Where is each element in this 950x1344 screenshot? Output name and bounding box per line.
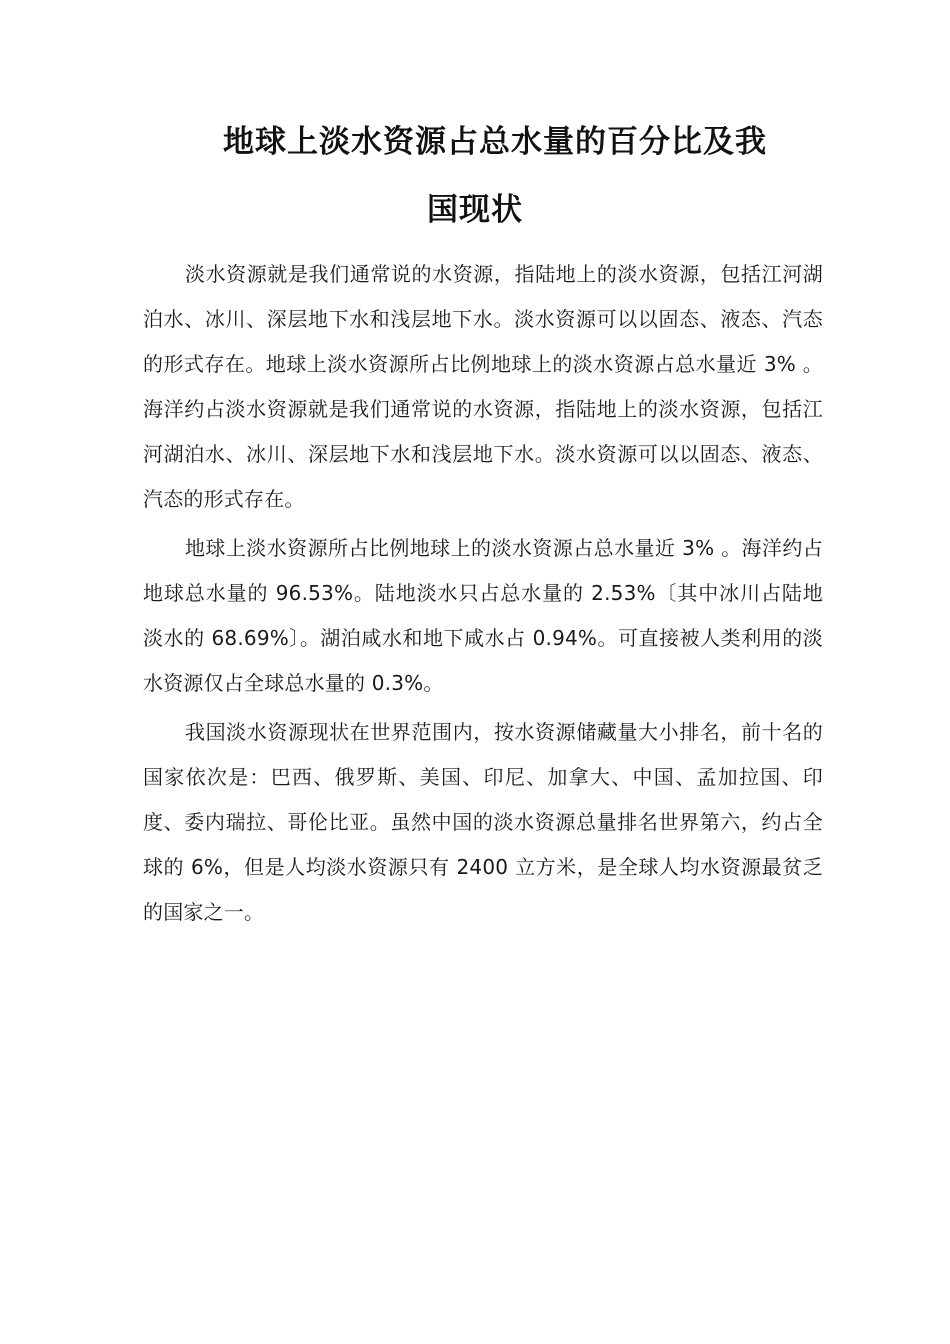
document-body <box>143 252 823 939</box>
document-title-line-2: 国现状 <box>427 192 523 228</box>
paragraph-china-status: 我国淡水资源现状在世界范围内，按水资源储藏量大小排名，前十名的国家依次是：巴西、俄罗斯、美国、印尼、加拿大、中国、孟加拉国、印度、委内瑞拉、哥伦比亚。虽然中国的淡水资源总量排名世界第六，约占全球的 6%，但是人均淡水资源只有 2400 立方米，是全球人均水资源最贫乏的国家之一。 <box>143 720 823 924</box>
paragraph-freshwater-definition: 淡水资源就是我们通常说的水资源，指陆地上的淡水资源，包括江河湖泊水、冰川、深层地下水和浅层地下水。淡水资源可以以固态、液态、汽态的形式存在。地球上淡水资源所占比例地球上的淡水资源占总水量近 3% 。海洋约占淡水资源就是我们通常说的水资源，指陆地上的淡水资源，包括江河湖泊水、冰川、深层地下水和浅层地下水。淡水资源可以以固态、液态、汽态的形式存在。 <box>143 262 823 511</box>
document-title-line-1: 地球上淡水资源占总水量的百分比及我 <box>223 124 767 160</box>
paragraph-freshwater-percentages: 地球上淡水资源所占比例地球上的淡水资源占总水量近 3% 。海洋约占地球总水量的 96.53%。陆地淡水只占总水量的 2.53%〔其中冰川占陆地淡水的 68.69%〕。湖泊咸水和地下咸水占 0.94%。可直接被人类利用的淡水资源仅占全球总水量的 0.3%。 <box>143 536 823 695</box>
